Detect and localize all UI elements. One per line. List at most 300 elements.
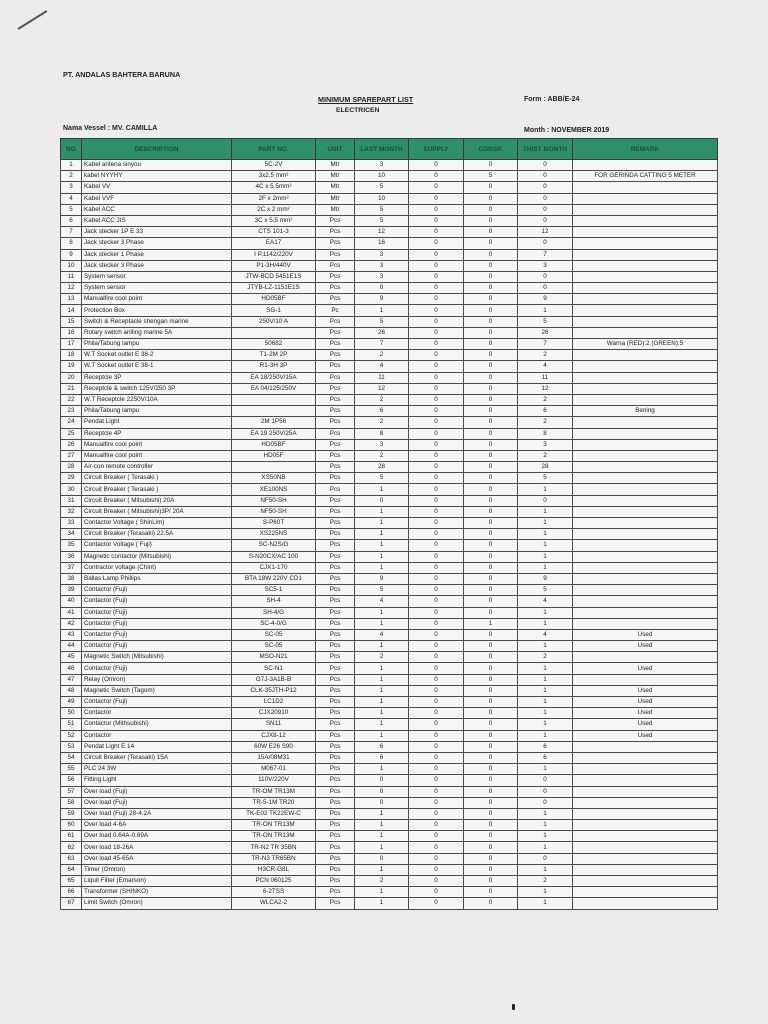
cell-this-month: 1	[518, 506, 573, 517]
cell-supply: 0	[409, 797, 464, 808]
cell-consp: 0	[464, 752, 518, 763]
table-row	[61, 193, 718, 204]
cell-part-no: LC1D2	[232, 697, 316, 708]
cell-this-month: 2	[518, 350, 573, 361]
cell-supply: 0	[409, 484, 464, 495]
cell-description: System sensor	[82, 271, 232, 282]
cell-this-month: 1	[518, 529, 573, 540]
table-row	[61, 652, 718, 663]
cell-part-no: I P.1142/220V	[232, 249, 316, 260]
cell-last-month: 7	[355, 339, 409, 350]
table-row	[61, 495, 718, 506]
cell-consp: 0	[464, 876, 518, 887]
cell-remark	[573, 775, 718, 786]
cell-this-month: 0	[518, 775, 573, 786]
cell-description: Relay (Omron)	[82, 674, 232, 685]
cell-remark	[573, 529, 718, 540]
cell-unit: Pcs	[316, 730, 355, 741]
cell-unit: Pcs	[316, 596, 355, 607]
cell-no: 47	[61, 674, 82, 685]
cell-part-no: CJX8-12	[232, 730, 316, 741]
table-row	[61, 249, 718, 260]
cell-supply: 0	[409, 831, 464, 842]
cell-unit: Mtr	[316, 204, 355, 215]
cell-consp: 0	[464, 439, 518, 450]
cell-last-month: 0	[355, 853, 409, 864]
cell-no: 44	[61, 641, 82, 652]
cell-part-no: SC-4-0/G	[232, 618, 316, 629]
cell-part-no: SH-4/G	[232, 607, 316, 618]
cell-this-month: 3	[518, 260, 573, 271]
cell-unit: Pcs	[316, 439, 355, 450]
cell-description: Receptcle 4P	[82, 428, 232, 439]
cell-description: Kabel VV	[82, 182, 232, 193]
cell-last-month: 1	[355, 820, 409, 831]
cell-no: 66	[61, 887, 82, 898]
cell-remark	[573, 786, 718, 797]
cell-last-month: 2	[355, 350, 409, 361]
cell-no: 39	[61, 585, 82, 596]
cell-supply: 0	[409, 193, 464, 204]
cell-description: Magnetic Switch (Tagom)	[82, 685, 232, 696]
cell-consp: 0	[464, 238, 518, 249]
table-row	[61, 540, 718, 551]
cell-description: Contactor (Fuji)	[82, 663, 232, 674]
column-header-description: DESCRIPTION	[82, 139, 232, 160]
cell-supply: 0	[409, 741, 464, 752]
cell-description: Circuit Breaker (Terasaki) 15A	[82, 752, 232, 763]
cell-part-no: CJX1-170	[232, 562, 316, 573]
cell-consp: 0	[464, 898, 518, 909]
cell-unit: Pcs	[316, 864, 355, 875]
cell-this-month: 1	[518, 562, 573, 573]
cell-description: W.T Receptcle 2250V/10A	[82, 394, 232, 405]
cell-no: 5	[61, 204, 82, 215]
cell-part-no: R1-3H 3P	[232, 361, 316, 372]
cell-consp: 1	[464, 618, 518, 629]
cell-no: 67	[61, 898, 82, 909]
cell-supply: 0	[409, 428, 464, 439]
cell-description: Contactor (Fuji)	[82, 697, 232, 708]
cell-part-no	[232, 327, 316, 338]
cell-description: Contactor (Fuji)	[82, 629, 232, 640]
cell-last-month: 3	[355, 271, 409, 282]
cell-consp: 0	[464, 663, 518, 674]
cell-remark	[573, 417, 718, 428]
cell-unit: Pcs	[316, 484, 355, 495]
cell-supply: 0	[409, 853, 464, 864]
cell-no: 62	[61, 842, 82, 853]
cell-unit: Pcs	[316, 551, 355, 562]
cell-part-no: XS225NS	[232, 529, 316, 540]
cell-this-month: 6	[518, 752, 573, 763]
cell-supply: 0	[409, 327, 464, 338]
cell-part-no: 250V/10 A	[232, 316, 316, 327]
cell-last-month: 1	[355, 506, 409, 517]
cell-last-month: 8	[355, 428, 409, 439]
table-row	[61, 820, 718, 831]
cell-supply: 0	[409, 730, 464, 741]
cell-unit: Pcs	[316, 719, 355, 730]
cell-this-month: 4	[518, 596, 573, 607]
cell-no: 21	[61, 383, 82, 394]
cell-supply: 0	[409, 518, 464, 529]
cell-no: 6	[61, 215, 82, 226]
cell-last-month: 5	[355, 204, 409, 215]
cell-unit: Pcs	[316, 674, 355, 685]
cell-no: 38	[61, 573, 82, 584]
cell-last-month: 26	[355, 327, 409, 338]
cell-unit: Pcs	[316, 227, 355, 238]
cell-description: Magnetic contactor (Mitsubishi)	[82, 551, 232, 562]
cell-description: Over load 0.64A-0.69A	[82, 831, 232, 842]
table-row	[61, 887, 718, 898]
cell-last-month: 9	[355, 294, 409, 305]
cell-remark	[573, 394, 718, 405]
cell-last-month: 1	[355, 764, 409, 775]
cell-description: Rotary switch anlling marine 5A	[82, 327, 232, 338]
cell-supply: 0	[409, 898, 464, 909]
cell-no: 64	[61, 864, 82, 875]
cell-this-month: 2	[518, 417, 573, 428]
cell-remark	[573, 227, 718, 238]
cell-description: Fitting Light	[82, 775, 232, 786]
cell-consp: 0	[464, 473, 518, 484]
cell-consp: 0	[464, 540, 518, 551]
cell-no: 50	[61, 708, 82, 719]
cell-unit: Pcs	[316, 898, 355, 909]
cell-consp: 0	[464, 361, 518, 372]
cell-remark	[573, 876, 718, 887]
cell-last-month: 1	[355, 842, 409, 853]
cell-this-month: 1	[518, 518, 573, 529]
cell-part-no: SH-4	[232, 596, 316, 607]
cell-consp: 0	[464, 450, 518, 461]
cell-part-no: 15A/08M31	[232, 752, 316, 763]
cell-unit: Pcs	[316, 260, 355, 271]
table-row	[61, 160, 718, 171]
cell-remark	[573, 820, 718, 831]
table-header-row	[61, 139, 718, 160]
cell-part-no: 50682	[232, 339, 316, 350]
cell-description: Jack stecker 1 Phase	[82, 249, 232, 260]
cell-part-no: BTA 18W 220V CD1	[232, 573, 316, 584]
cell-no: 56	[61, 775, 82, 786]
table-row	[61, 350, 718, 361]
cell-unit: Pcs	[316, 473, 355, 484]
cell-this-month: 1	[518, 887, 573, 898]
cell-no: 10	[61, 260, 82, 271]
cell-unit: Pcs	[316, 573, 355, 584]
cell-supply: 0	[409, 339, 464, 350]
cell-description: Kabel VVF	[82, 193, 232, 204]
cell-consp: 0	[464, 283, 518, 294]
cell-last-month: 1	[355, 551, 409, 562]
cell-supply: 0	[409, 171, 464, 182]
cell-no: 20	[61, 372, 82, 383]
cell-unit: Pcs	[316, 752, 355, 763]
cell-this-month: 0	[518, 182, 573, 193]
table-row	[61, 473, 718, 484]
cell-consp: 0	[464, 607, 518, 618]
cell-this-month: 1	[518, 618, 573, 629]
table-row	[61, 339, 718, 350]
column-header-consp: CONSP.	[464, 139, 518, 160]
cell-remark: Bening	[573, 406, 718, 417]
company-name: PT. ANDALAS BAHTERA BARUNA	[63, 70, 181, 79]
cell-supply: 0	[409, 674, 464, 685]
cell-last-month: 12	[355, 227, 409, 238]
cell-supply: 0	[409, 316, 464, 327]
cell-this-month: 11	[518, 372, 573, 383]
cell-remark	[573, 752, 718, 763]
cell-part-no: 4C x 5.5mm²	[232, 182, 316, 193]
cell-remark	[573, 473, 718, 484]
cell-consp: 0	[464, 193, 518, 204]
cell-remark	[573, 797, 718, 808]
cell-remark	[573, 887, 718, 898]
cell-consp: 0	[464, 697, 518, 708]
cell-supply: 0	[409, 629, 464, 640]
cell-this-month: 6	[518, 741, 573, 752]
cell-this-month: 0	[518, 283, 573, 294]
cell-unit: Pcs	[316, 518, 355, 529]
cell-no: 48	[61, 685, 82, 696]
cell-part-no: WLCA2-2	[232, 898, 316, 909]
cell-remark	[573, 607, 718, 618]
cell-last-month: 1	[355, 562, 409, 573]
cell-remark	[573, 383, 718, 394]
cell-consp: 0	[464, 775, 518, 786]
cell-description: Jack stecker 3 Phase	[82, 238, 232, 249]
cell-no: 8	[61, 238, 82, 249]
table-row	[61, 663, 718, 674]
cell-description: Contactor (Fuji)	[82, 607, 232, 618]
cell-consp: 0	[464, 764, 518, 775]
cell-supply: 0	[409, 283, 464, 294]
cell-supply: 0	[409, 361, 464, 372]
cell-last-month: 5	[355, 182, 409, 193]
cell-unit: Pcs	[316, 607, 355, 618]
cell-no: 49	[61, 697, 82, 708]
cell-part-no: CTS 101-3	[232, 227, 316, 238]
cell-no: 43	[61, 629, 82, 640]
table-row	[61, 831, 718, 842]
cell-no: 29	[61, 473, 82, 484]
cell-unit: Mtr	[316, 160, 355, 171]
cell-part-no: 2C x 2 mm²	[232, 204, 316, 215]
cell-no: 57	[61, 786, 82, 797]
table-row	[61, 227, 718, 238]
cell-supply: 0	[409, 294, 464, 305]
cell-unit: Mtr	[316, 193, 355, 204]
cell-supply: 0	[409, 752, 464, 763]
cell-part-no: HD05BF	[232, 439, 316, 450]
cell-unit: Pcs	[316, 887, 355, 898]
cell-no: 22	[61, 394, 82, 405]
cell-remark	[573, 327, 718, 338]
cell-consp: 0	[464, 685, 518, 696]
table-row	[61, 842, 718, 853]
table-row	[61, 215, 718, 226]
sparepart-table	[60, 138, 718, 910]
cell-description: Kabel ACC	[82, 204, 232, 215]
cell-this-month: 9	[518, 573, 573, 584]
cell-description: Pendat Light E 14	[82, 741, 232, 752]
cell-no: 63	[61, 853, 82, 864]
cell-no: 2	[61, 171, 82, 182]
cell-supply: 0	[409, 417, 464, 428]
cell-description: Manualfire cool point	[82, 439, 232, 450]
cell-consp: 0	[464, 797, 518, 808]
cell-remark	[573, 182, 718, 193]
cell-unit: Pcs	[316, 316, 355, 327]
cell-supply: 0	[409, 596, 464, 607]
table-row	[61, 406, 718, 417]
table-row	[61, 764, 718, 775]
cell-consp: 0	[464, 260, 518, 271]
cell-part-no: SN11	[232, 719, 316, 730]
cell-unit: Pcs	[316, 629, 355, 640]
cell-this-month: 0	[518, 204, 573, 215]
cell-last-month: 3	[355, 249, 409, 260]
cell-remark	[573, 506, 718, 517]
cell-this-month: 6	[518, 406, 573, 417]
cell-last-month: 3	[355, 160, 409, 171]
cell-consp: 0	[464, 596, 518, 607]
cell-unit: Pcs	[316, 249, 355, 260]
cell-this-month: 0	[518, 495, 573, 506]
cell-remark	[573, 294, 718, 305]
cell-description: Over load (Fuji)	[82, 797, 232, 808]
cell-consp: 0	[464, 573, 518, 584]
table-row	[61, 618, 718, 629]
cell-part-no: SC-05	[232, 629, 316, 640]
table-row	[61, 294, 718, 305]
cell-part-no: T1-2M 2P	[232, 350, 316, 361]
cell-consp: 0	[464, 484, 518, 495]
table-row	[61, 741, 718, 752]
table-row	[61, 786, 718, 797]
cell-this-month: 0	[518, 786, 573, 797]
cell-description: Over load (Fuji)	[82, 786, 232, 797]
cell-unit: Pcs	[316, 238, 355, 249]
cell-this-month: 1	[518, 663, 573, 674]
cell-no: 7	[61, 227, 82, 238]
cell-unit: Pcs	[316, 876, 355, 887]
cell-description: Contactor Voltage ( Fuji)	[82, 540, 232, 551]
cell-no: 32	[61, 506, 82, 517]
cell-supply: 0	[409, 439, 464, 450]
cell-last-month: 3	[355, 439, 409, 450]
cell-part-no: P1-3H/440V	[232, 260, 316, 271]
cell-remark	[573, 428, 718, 439]
cell-part-no: SC-N2S/G	[232, 540, 316, 551]
cell-supply: 0	[409, 260, 464, 271]
cell-this-month: 28	[518, 462, 573, 473]
cell-unit: Pcs	[316, 215, 355, 226]
cell-supply: 0	[409, 473, 464, 484]
cell-supply: 0	[409, 372, 464, 383]
cell-no: 27	[61, 450, 82, 461]
cell-unit: Pcs	[316, 764, 355, 775]
cell-unit: Pcs	[316, 797, 355, 808]
cell-unit: Pcs	[316, 428, 355, 439]
cell-part-no: 3C x 5.5 mm²	[232, 215, 316, 226]
column-header-part-no: PART NO.	[232, 139, 316, 160]
cell-part-no: 2M 1P56	[232, 417, 316, 428]
cell-this-month: 26	[518, 327, 573, 338]
cell-remark	[573, 372, 718, 383]
table-row	[61, 551, 718, 562]
cell-part-no: SC-05	[232, 641, 316, 652]
cell-no: 4	[61, 193, 82, 204]
cell-remark: Used	[573, 685, 718, 696]
cell-this-month: 1	[518, 730, 573, 741]
cell-no: 14	[61, 305, 82, 316]
cell-remark	[573, 562, 718, 573]
cell-supply: 0	[409, 562, 464, 573]
cell-consp: 0	[464, 316, 518, 327]
cell-consp: 0	[464, 652, 518, 663]
column-header-unit: UNIT	[316, 139, 355, 160]
cell-part-no: 2F x 2mm²	[232, 193, 316, 204]
table-row	[61, 383, 718, 394]
cell-supply: 0	[409, 506, 464, 517]
cell-remark	[573, 518, 718, 529]
cell-this-month: 1	[518, 719, 573, 730]
cell-this-month: 1	[518, 540, 573, 551]
pen-stroke-mark	[17, 10, 47, 30]
cell-this-month: 1	[518, 484, 573, 495]
cell-unit: Pcs	[316, 495, 355, 506]
cell-remark: Used	[573, 629, 718, 640]
cell-last-month: 5	[355, 473, 409, 484]
cell-remark	[573, 271, 718, 282]
cell-last-month: 6	[355, 406, 409, 417]
cell-no: 28	[61, 462, 82, 473]
table-row	[61, 730, 718, 741]
cell-remark	[573, 204, 718, 215]
cell-no: 25	[61, 428, 82, 439]
cell-no: 33	[61, 518, 82, 529]
cell-no: 41	[61, 607, 82, 618]
table-row	[61, 316, 718, 327]
cell-no: 45	[61, 652, 82, 663]
cell-consp: 0	[464, 204, 518, 215]
table-row	[61, 641, 718, 652]
cell-unit: Pcs	[316, 394, 355, 405]
cell-unit: Pcs	[316, 842, 355, 853]
cell-remark	[573, 160, 718, 171]
cell-no: 40	[61, 596, 82, 607]
column-header-last-month: LAST MONTH	[355, 139, 409, 160]
table-row	[61, 484, 718, 495]
cell-remark	[573, 842, 718, 853]
cell-description: Contactor (Mithsubishi)	[82, 719, 232, 730]
cell-supply: 0	[409, 450, 464, 461]
cell-no: 34	[61, 529, 82, 540]
cell-last-month: 1	[355, 898, 409, 909]
cell-unit: Pcs	[316, 853, 355, 864]
cell-part-no: CLK-35JTH-P12	[232, 685, 316, 696]
cell-remark	[573, 831, 718, 842]
cell-remark	[573, 495, 718, 506]
table-row	[61, 898, 718, 909]
cell-last-month: 1	[355, 697, 409, 708]
cell-unit: Pcs	[316, 786, 355, 797]
cell-unit: Pcs	[316, 462, 355, 473]
